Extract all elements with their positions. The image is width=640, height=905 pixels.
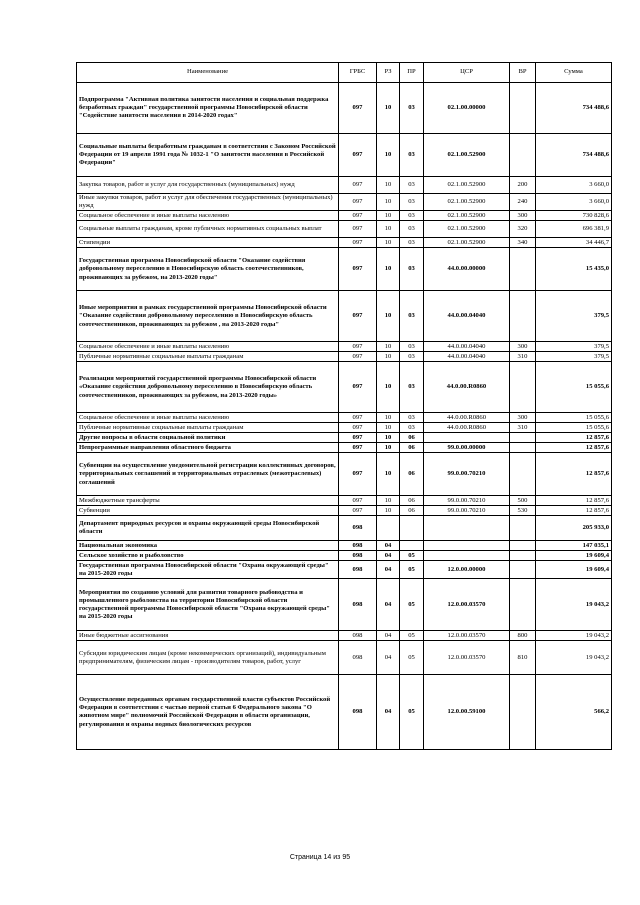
table-row (77, 516, 612, 541)
cell-rz: 04 (377, 561, 400, 579)
header-pr: ПР (400, 63, 424, 83)
cell-sum: 566,2 (536, 675, 612, 750)
cell-sum: 15 055,6 (536, 423, 612, 433)
cell-name: Социальное обеспечение и иные выплаты населению (77, 342, 339, 352)
table-row (77, 423, 612, 433)
cell-sum: 15 055,6 (536, 413, 612, 423)
cell-sum: 12 857,6 (536, 443, 612, 453)
cell-vr: 500 (510, 496, 536, 506)
cell-vr: 200 (510, 177, 536, 194)
cell-pr: 03 (400, 362, 424, 413)
cell-rz: 10 (377, 352, 400, 362)
cell-sum: 19 043,2 (536, 641, 612, 675)
cell-pr: 05 (400, 579, 424, 631)
cell-pr: 03 (400, 211, 424, 221)
cell-pr: 03 (400, 83, 424, 134)
cell-grbs: 097 (339, 413, 377, 423)
table-row (77, 413, 612, 423)
cell-sum: 19 043,2 (536, 631, 612, 641)
table-row (77, 211, 612, 221)
cell-rz: 10 (377, 83, 400, 134)
cell-csr: 02.1.00.52900 (424, 211, 510, 221)
cell-name: Социальное обеспечение и иные выплаты населению (77, 211, 339, 221)
cell-vr: 300 (510, 211, 536, 221)
cell-grbs: 097 (339, 211, 377, 221)
cell-pr: 06 (400, 443, 424, 453)
table-row (77, 541, 612, 551)
cell-vr: 800 (510, 631, 536, 641)
cell-vr: 340 (510, 238, 536, 248)
cell-csr: 44.0.00.04040 (424, 342, 510, 352)
cell-vr (510, 516, 536, 541)
cell-name: Иные закупки товаров, работ и услуг для обеспечения государственных (муниципальных) нужд (77, 194, 339, 211)
cell-sum: 3 660,0 (536, 194, 612, 211)
cell-name: Публичные нормативные социальные выплаты гражданам (77, 352, 339, 362)
cell-grbs: 097 (339, 362, 377, 413)
cell-rz: 10 (377, 194, 400, 211)
cell-grbs: 097 (339, 134, 377, 177)
cell-name: Социальное обеспечение и иные выплаты населению (77, 413, 339, 423)
cell-name: Иные бюджетные ассигнования (77, 631, 339, 641)
budget-table-page (76, 62, 611, 750)
table-row (77, 362, 612, 413)
cell-csr (424, 551, 510, 561)
cell-sum: 379,5 (536, 342, 612, 352)
table-row (77, 579, 612, 631)
cell-sum: 34 446,7 (536, 238, 612, 248)
cell-rz: 04 (377, 551, 400, 561)
table-row (77, 561, 612, 579)
cell-sum: 12 857,6 (536, 506, 612, 516)
cell-grbs: 097 (339, 433, 377, 443)
cell-grbs: 098 (339, 631, 377, 641)
cell-grbs: 098 (339, 541, 377, 551)
table-row (77, 342, 612, 352)
cell-name: Иные мероприятия в рамках государственной программы Новосибирской области "Оказание содействия добровольному переселению в Новосибирскую область соотечественников, проживающих за рубежом , на 2013-2020 годы" (77, 291, 339, 342)
cell-csr: 12.0.00.03570 (424, 579, 510, 631)
cell-rz: 10 (377, 291, 400, 342)
budget-table (76, 62, 612, 750)
cell-grbs: 098 (339, 579, 377, 631)
cell-csr: 44.0.00.04040 (424, 291, 510, 342)
cell-vr: 300 (510, 342, 536, 352)
cell-sum: 205 933,0 (536, 516, 612, 541)
cell-csr: 12.0.00.03570 (424, 631, 510, 641)
cell-name: Осуществление переданных органам государственной власти субъектов Российской Федерации в соответствии с частью первой статьи 6 Федерального закона "О животном мире" полномочий Российской Федерации в области организации, регулирования и охраны водных биологических ресурсов (77, 675, 339, 750)
table-row (77, 675, 612, 750)
cell-sum: 734 488,6 (536, 134, 612, 177)
cell-grbs: 097 (339, 238, 377, 248)
cell-vr (510, 453, 536, 496)
cell-sum: 696 381,9 (536, 221, 612, 238)
cell-csr: 02.1.00.52900 (424, 238, 510, 248)
cell-vr (510, 541, 536, 551)
table-row (77, 134, 612, 177)
table-row (77, 496, 612, 506)
cell-sum: 15 435,0 (536, 248, 612, 291)
table-row (77, 194, 612, 211)
cell-grbs: 098 (339, 516, 377, 541)
cell-pr (400, 516, 424, 541)
cell-vr (510, 248, 536, 291)
cell-grbs: 097 (339, 248, 377, 291)
cell-csr (424, 433, 510, 443)
header-name: Наименование (77, 63, 339, 83)
cell-pr (400, 541, 424, 551)
cell-rz (377, 516, 400, 541)
cell-rz: 10 (377, 413, 400, 423)
cell-name: Реализация мероприятий государственной программы Новосибирской области «Оказание содействия добровольному переселению в Новосибирскую область соотечественников, проживающих за рубежом, на 2013-2020 годы» (77, 362, 339, 413)
cell-csr: 44.0.00.R0860 (424, 362, 510, 413)
cell-grbs: 098 (339, 641, 377, 675)
cell-vr (510, 675, 536, 750)
cell-grbs: 098 (339, 561, 377, 579)
table-row (77, 352, 612, 362)
cell-pr: 06 (400, 453, 424, 496)
cell-csr: 99.0.00.00000 (424, 443, 510, 453)
cell-grbs: 097 (339, 291, 377, 342)
header-csr: ЦСР (424, 63, 510, 83)
cell-csr: 02.1.00.52900 (424, 134, 510, 177)
cell-pr: 03 (400, 238, 424, 248)
cell-name: Подпрограмма "Активная политика занятости населения и социальная поддержка безработных граждан" государственной программы Новосибирской области "Содействие занятости населения в 2014-2020 годах" (77, 83, 339, 134)
cell-sum: 730 828,6 (536, 211, 612, 221)
cell-grbs: 097 (339, 177, 377, 194)
cell-rz: 10 (377, 134, 400, 177)
cell-name: Государственная программа Новосибирской области "Охрана окружающей среды" на 2015-2020 годы (77, 561, 339, 579)
table-row (77, 631, 612, 641)
cell-grbs: 097 (339, 453, 377, 496)
cell-name: Сельское хозяйство и рыболовство (77, 551, 339, 561)
cell-csr (424, 541, 510, 551)
header-grbs: ГРБС (339, 63, 377, 83)
cell-grbs: 097 (339, 83, 377, 134)
cell-pr: 06 (400, 496, 424, 506)
cell-name: Межбюджетные трансферты (77, 496, 339, 506)
table-row (77, 291, 612, 342)
cell-grbs: 098 (339, 675, 377, 750)
table-row (77, 221, 612, 238)
cell-vr (510, 579, 536, 631)
cell-name: Субвенции (77, 506, 339, 516)
cell-pr: 03 (400, 423, 424, 433)
table-row (77, 248, 612, 291)
cell-name: Непрограммные направления областного бюджета (77, 443, 339, 453)
cell-sum: 379,5 (536, 352, 612, 362)
cell-sum: 12 857,6 (536, 433, 612, 443)
cell-pr: 03 (400, 413, 424, 423)
cell-grbs: 097 (339, 194, 377, 211)
cell-vr (510, 362, 536, 413)
cell-sum: 147 035,1 (536, 541, 612, 551)
cell-csr: 44.0.00.R0860 (424, 423, 510, 433)
cell-pr: 03 (400, 291, 424, 342)
cell-rz: 10 (377, 443, 400, 453)
cell-grbs: 097 (339, 506, 377, 516)
cell-csr: 12.0.00.03570 (424, 641, 510, 675)
cell-rz: 10 (377, 221, 400, 238)
cell-pr: 03 (400, 194, 424, 211)
cell-csr: 02.1.00.52900 (424, 177, 510, 194)
cell-rz: 10 (377, 177, 400, 194)
cell-name: Стипендии (77, 238, 339, 248)
page-number: Страница 14 из 95 (289, 854, 351, 861)
cell-csr: 12.0.00.00000 (424, 561, 510, 579)
cell-name: Департамент природных ресурсов и охраны окружающей среды Новосибирской области (77, 516, 339, 541)
cell-rz: 04 (377, 579, 400, 631)
cell-name: Субсидии юридическим лицам (кроме некоммерческих организаций), индивидуальным предпринимателям, физическим лицам - производителям товаров, работ, услуг (77, 641, 339, 675)
cell-grbs: 097 (339, 221, 377, 238)
cell-vr (510, 291, 536, 342)
header-sum: Сумма (536, 63, 612, 83)
cell-name: Государственная программа Новосибирской области "Оказание содействия добровольному переселению в Новосибирскую область соотечественников, проживающих за рубежом, на 2013-2020 годы" (77, 248, 339, 291)
cell-rz: 10 (377, 238, 400, 248)
cell-rz: 10 (377, 342, 400, 352)
cell-vr (510, 551, 536, 561)
cell-name: Публичные нормативные социальные выплаты гражданам (77, 423, 339, 433)
cell-grbs: 097 (339, 443, 377, 453)
cell-rz: 10 (377, 362, 400, 413)
header-vr: ВР (510, 63, 536, 83)
cell-grbs: 097 (339, 423, 377, 433)
cell-vr: 530 (510, 506, 536, 516)
cell-name: Закупка товаров, работ и услуг для государственных (муниципальных) нужд (77, 177, 339, 194)
cell-vr: 240 (510, 194, 536, 211)
cell-pr: 03 (400, 248, 424, 291)
table-row (77, 443, 612, 453)
cell-rz: 10 (377, 211, 400, 221)
cell-rz: 04 (377, 675, 400, 750)
cell-rz: 04 (377, 641, 400, 675)
cell-vr: 310 (510, 352, 536, 362)
cell-name: Социальные выплаты гражданам, кроме публичных нормативных социальных выплат (77, 221, 339, 238)
cell-rz: 04 (377, 631, 400, 641)
cell-pr: 05 (400, 641, 424, 675)
cell-sum: 734 488,6 (536, 83, 612, 134)
cell-rz: 10 (377, 248, 400, 291)
table-header-row (77, 63, 612, 83)
table-row (77, 238, 612, 248)
cell-sum: 19 609,4 (536, 551, 612, 561)
cell-pr: 03 (400, 342, 424, 352)
cell-vr: 810 (510, 641, 536, 675)
cell-vr: 320 (510, 221, 536, 238)
cell-sum: 12 857,6 (536, 496, 612, 506)
cell-vr (510, 561, 536, 579)
cell-pr: 05 (400, 631, 424, 641)
cell-csr: 99.0.00.70210 (424, 496, 510, 506)
cell-csr: 44.0.00.00000 (424, 248, 510, 291)
table-row (77, 433, 612, 443)
cell-name: Социальные выплаты безработным гражданам в соответствии с Законом Российской Федерации от 19 апреля 1991 года № 1032-1 "О занятости населения в Российской Федерации" (77, 134, 339, 177)
cell-grbs: 097 (339, 342, 377, 352)
cell-pr: 06 (400, 506, 424, 516)
cell-csr: 02.1.00.00000 (424, 83, 510, 134)
table-row (77, 551, 612, 561)
cell-csr: 12.0.00.59100 (424, 675, 510, 750)
cell-csr: 02.1.00.52900 (424, 221, 510, 238)
cell-vr (510, 134, 536, 177)
cell-grbs: 097 (339, 496, 377, 506)
table-row (77, 641, 612, 675)
table-row (77, 453, 612, 496)
header-rz: РЗ (377, 63, 400, 83)
cell-rz: 10 (377, 423, 400, 433)
cell-pr: 03 (400, 177, 424, 194)
cell-rz: 10 (377, 506, 400, 516)
cell-sum: 19 043,2 (536, 579, 612, 631)
cell-sum: 15 055,6 (536, 362, 612, 413)
cell-csr: 44.0.00.R0860 (424, 413, 510, 423)
cell-pr: 05 (400, 551, 424, 561)
cell-pr: 05 (400, 675, 424, 750)
cell-vr (510, 83, 536, 134)
cell-pr: 06 (400, 433, 424, 443)
cell-rz: 10 (377, 496, 400, 506)
table-row (77, 506, 612, 516)
cell-rz: 10 (377, 453, 400, 496)
cell-csr: 99.0.00.70210 (424, 506, 510, 516)
cell-pr: 03 (400, 221, 424, 238)
cell-vr: 300 (510, 413, 536, 423)
cell-csr (424, 516, 510, 541)
cell-grbs: 098 (339, 551, 377, 561)
cell-sum: 3 660,0 (536, 177, 612, 194)
cell-csr: 02.1.00.52900 (424, 194, 510, 211)
cell-grbs: 097 (339, 352, 377, 362)
cell-csr: 44.0.00.04040 (424, 352, 510, 362)
cell-vr (510, 433, 536, 443)
cell-name: Субвенции на осуществление уведомительной регистрации коллективных договоров, территориальных соглашений и территориальных отраслевых (межотраслевых) соглашений (77, 453, 339, 496)
cell-name: Мероприятия по созданию условий для развития товарного рыбоводства и промышленного рыболовства на территории Новосибирской области государственной программы Новосибирской области "Охрана окружающей среды" на 2015-2020 годы (77, 579, 339, 631)
cell-csr: 99.0.00.70210 (424, 453, 510, 496)
cell-name: Национальная экономика (77, 541, 339, 551)
cell-sum: 19 609,4 (536, 561, 612, 579)
cell-rz: 04 (377, 541, 400, 551)
cell-pr: 03 (400, 134, 424, 177)
table-row (77, 177, 612, 194)
cell-pr: 05 (400, 561, 424, 579)
cell-vr (510, 443, 536, 453)
cell-pr: 03 (400, 352, 424, 362)
cell-rz: 10 (377, 433, 400, 443)
cell-name: Другие вопросы в области социальной политики (77, 433, 339, 443)
table-row (77, 83, 612, 134)
cell-sum: 12 857,6 (536, 453, 612, 496)
cell-sum: 379,5 (536, 291, 612, 342)
cell-vr: 310 (510, 423, 536, 433)
